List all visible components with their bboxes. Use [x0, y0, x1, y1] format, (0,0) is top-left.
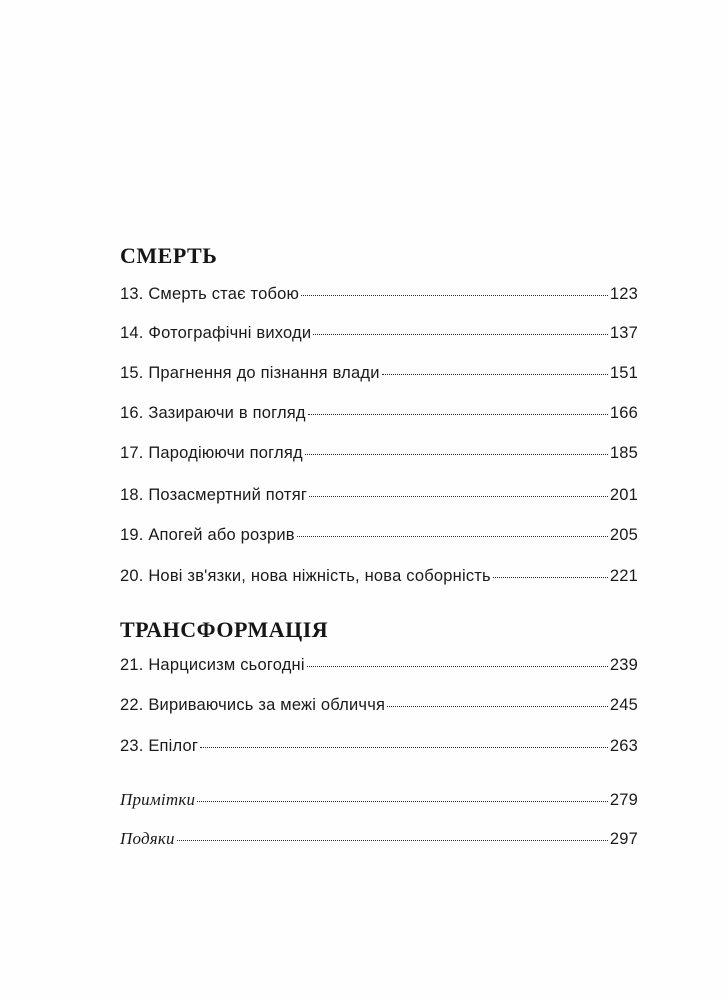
toc-entry[interactable]: [120, 486, 638, 508]
toc-leader-dots: [313, 334, 608, 335]
toc-entry-page: 123: [609, 285, 638, 303]
toc-entry[interactable]: [120, 444, 638, 466]
toc-entry[interactable]: [120, 567, 638, 589]
section-heading-death: СМЕРТЬ: [120, 243, 218, 268]
toc-leader-dots: [309, 496, 608, 497]
toc-entry-title: Подяки: [120, 829, 175, 848]
toc-entry-title: 14. Фотографічні виходи: [120, 324, 312, 342]
toc-entry-page: 166: [609, 404, 638, 422]
toc-entry[interactable]: [120, 285, 638, 307]
toc-entry-title: 23. Епілог: [120, 737, 199, 755]
toc-entry-page: 151: [609, 364, 638, 382]
section-heading-transformation: ТРАНСФОРМАЦІЯ: [120, 617, 329, 642]
toc-leader-dots: [200, 747, 608, 748]
toc-entry-title: 20. Нові зв'язки, нова ніжність, нова соборність: [120, 567, 491, 585]
toc-entry-acknowledgements[interactable]: [120, 829, 638, 851]
toc-leader-dots: [297, 536, 608, 537]
toc-entry[interactable]: [120, 656, 638, 678]
toc-entry-page: 137: [609, 324, 638, 342]
toc-entry[interactable]: [120, 324, 638, 346]
toc-entry[interactable]: [120, 737, 638, 759]
toc-entry[interactable]: [120, 526, 638, 548]
toc-entry-title: 16. Зазираючи в погляд: [120, 404, 306, 422]
toc-leader-dots: [305, 454, 608, 455]
toc-entry-page: 297: [609, 830, 638, 848]
toc-entry-title: 19. Апогей або розрив: [120, 526, 295, 544]
toc-entry[interactable]: [120, 364, 638, 386]
toc-entry-page: 185: [609, 444, 638, 462]
toc-entry-page: 239: [609, 656, 638, 674]
toc-entry-page: 245: [609, 696, 638, 714]
toc-leader-dots: [308, 414, 608, 415]
toc-entry[interactable]: [120, 696, 638, 718]
toc-entry-title: 15. Прагнення до пізнання влади: [120, 364, 380, 382]
toc-entry-title: 21. Нарцисизм сьогодні: [120, 656, 305, 674]
toc-entry-page: 205: [609, 526, 638, 544]
toc-entry-notes[interactable]: [120, 790, 638, 812]
toc-leader-dots: [387, 706, 608, 707]
toc-leader-dots: [177, 840, 608, 841]
toc-entry-title: 18. Позасмертний потяг: [120, 486, 308, 504]
toc-entry-title: 13. Смерть стає тобою: [120, 285, 300, 303]
toc-leader-dots: [307, 666, 608, 667]
toc-entry[interactable]: [120, 404, 638, 426]
toc-leader-dots: [493, 577, 608, 578]
toc-entry-page: 221: [609, 567, 638, 585]
toc-entry-title: 22. Вириваючись за межі обличчя: [120, 696, 386, 714]
toc-leader-dots: [197, 801, 608, 802]
toc-entry-title: 17. Пародіюючи погляд: [120, 444, 303, 462]
toc-entry-title: Примітки: [120, 790, 196, 809]
toc-leader-dots: [301, 295, 608, 296]
toc-entry-page: 263: [609, 737, 638, 755]
toc-entry-page: 279: [609, 791, 638, 809]
toc-entry-page: 201: [609, 486, 638, 504]
toc-leader-dots: [382, 374, 608, 375]
